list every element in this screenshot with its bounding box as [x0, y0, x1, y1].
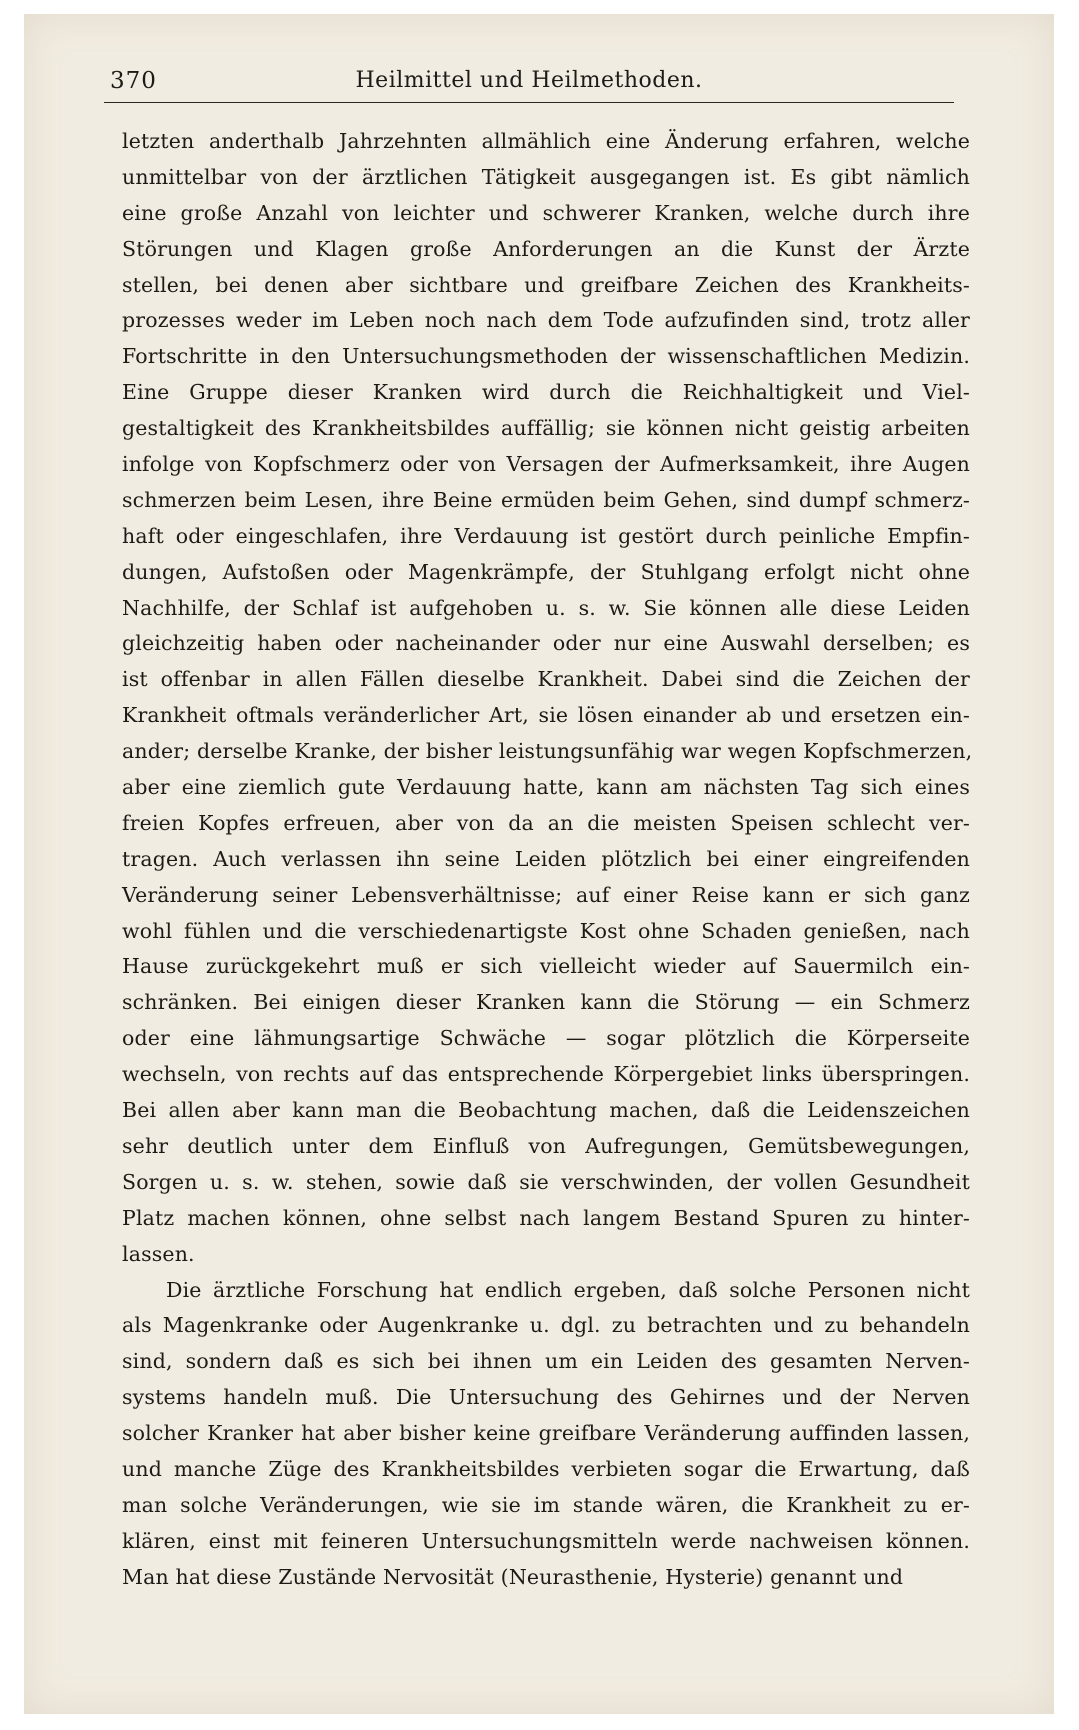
- text-line: lassen.: [122, 1241, 195, 1266]
- text-line: Die ärztliche Forschung hat endlich ergeben, daß solche Personen nicht: [166, 1277, 970, 1302]
- text-line: tragen. Auch verlassen ihn seine Leiden plötzlich bei einer eingreifenden: [122, 846, 970, 871]
- text-line: Bei allen aber kann man die Beobachtung machen, daß die Leidenszeichen: [122, 1098, 970, 1123]
- running-title: Heilmittel und Heilmethoden.: [355, 68, 703, 93]
- text-line: und manche Züge des Krankheitsbildes verbieten sogar die Erwartung, daß: [122, 1456, 970, 1481]
- text-line: aber eine ziemlich gute Verdauung hatte, kann am nächsten Tag sich eines: [122, 775, 970, 800]
- text-line: ist offenbar in allen Fällen dieselbe Krankheit. Dabei sind die Zeichen der: [122, 667, 970, 692]
- text-line: Sorgen u. s. w. stehen, sowie daß sie verschwinden, der vollen Gesundheit: [122, 1169, 970, 1194]
- text-line: gestaltigkeit des Krankheitsbildes auffällig; sie können nicht geistig arbeiten: [122, 416, 970, 441]
- page-header: [104, 46, 954, 94]
- text-line: gleichzeitig haben oder nacheinander oder nur eine Auswahl derselben; es: [122, 631, 970, 656]
- text-line: dungen, Aufstoßen oder Magenkrämpfe, der Stuhlgang erfolgt nicht ohne: [122, 559, 970, 584]
- text-line: schmerzen beim Lesen, ihre Beine ermüden beim Gehen, sind dumpf schmerz-: [122, 487, 970, 512]
- text-line: sehr deutlich unter dem Einfluß von Aufregungen, Gemütsbewegungen,: [122, 1133, 970, 1158]
- text-line: haft oder eingeschlafen, ihre Verdauung ist gestört durch peinliche Empfin-: [122, 523, 970, 548]
- header-rule: [104, 102, 954, 103]
- text-line: klären, einst mit feineren Untersuchungsmitteln werde nachweisen können.: [122, 1528, 970, 1553]
- text-line: wohl fühlen und die verschiedenartigste Kost ohne Schaden genießen, nach: [122, 918, 970, 943]
- page-number: 370: [110, 68, 157, 94]
- text-line: Eine Gruppe dieser Kranken wird durch die Reichhaltigkeit und Viel-: [122, 380, 970, 405]
- text-line: Platz machen können, ohne selbst nach langem Bestand Spuren zu hinter-: [122, 1205, 970, 1230]
- text-line: schränken. Bei einigen dieser Kranken kann die Störung — ein Schmerz: [122, 990, 970, 1015]
- text-line: Störungen und Klagen große Anforderungen an die Kunst der Ärzte: [122, 236, 970, 261]
- text-line: Man hat diese Zustände Nervosität (Neurasthenie, Hysterie) genannt und: [122, 1564, 904, 1589]
- text-line: unmittelbar von der ärztlichen Tätigkeit ausgegangen ist. Es gibt nämlich: [122, 164, 970, 189]
- text-line: systems handeln muß. Die Untersuchung des Gehirnes und der Nerven: [122, 1385, 970, 1410]
- text-line: sind, sondern daß es sich bei ihnen um ein Leiden des gesamten Nerven-: [122, 1349, 970, 1374]
- text-line: letzten anderthalb Jahrzehnten allmählich eine Änderung erfahren, welche: [122, 129, 970, 153]
- body-text: [122, 124, 973, 1596]
- text-line: Fortschritte in den Untersuchungsmethoden der wissenschaftlichen Medizin.: [122, 344, 970, 369]
- text-line: freien Kopfes erfreuen, aber von da an die meisten Speisen schlecht ver-: [122, 810, 970, 835]
- paragraph: [122, 124, 973, 1273]
- text-line: solcher Kranker hat aber bisher keine greifbare Veränderung auffinden lassen,: [122, 1421, 970, 1446]
- text-line: Hause zurückgekehrt muß er sich vielleicht wieder auf Sauermilch ein-: [122, 954, 970, 979]
- text-line: als Magenkranke oder Augenkranke u. dgl. zu betrachten und zu behandeln: [122, 1313, 970, 1338]
- text-line: Nachhilfe, der Schlaf ist aufgehoben u. s. w. Sie können alle diese Leiden: [122, 595, 970, 620]
- paragraph: [122, 1273, 970, 1596]
- text-line: prozesses weder im Leben noch nach dem Tode aufzufinden sind, trotz aller: [122, 308, 970, 333]
- text-line: infolge von Kopfschmerz oder von Versagen der Aufmerksamkeit, ihre Augen: [122, 452, 970, 477]
- text-line: man solche Veränderungen, wie sie im stande wären, die Krankheit zu er-: [122, 1492, 970, 1517]
- text-line: oder eine lähmungsartige Schwäche — sogar plötzlich die Körperseite: [122, 1026, 970, 1051]
- text-line: Krankheit oftmals veränderlicher Art, sie lösen einander ab und ersetzen ein-: [122, 703, 970, 728]
- text-line: ander; derselbe Kranke, der bisher leistungsunfähig war wegen Kopfschmerzen,: [122, 739, 973, 764]
- text-line: eine große Anzahl von leichter und schwerer Kranken, welche durch ihre: [122, 200, 970, 225]
- text-line: Veränderung seiner Lebensverhältnisse; auf einer Reise kann er sich ganz: [122, 882, 970, 907]
- text-line: wechseln, von rechts auf das entsprechende Körpergebiet links überspringen.: [122, 1062, 970, 1087]
- text-line: stellen, bei denen aber sichtbare und greifbare Zeichen des Krankheits-: [122, 272, 970, 297]
